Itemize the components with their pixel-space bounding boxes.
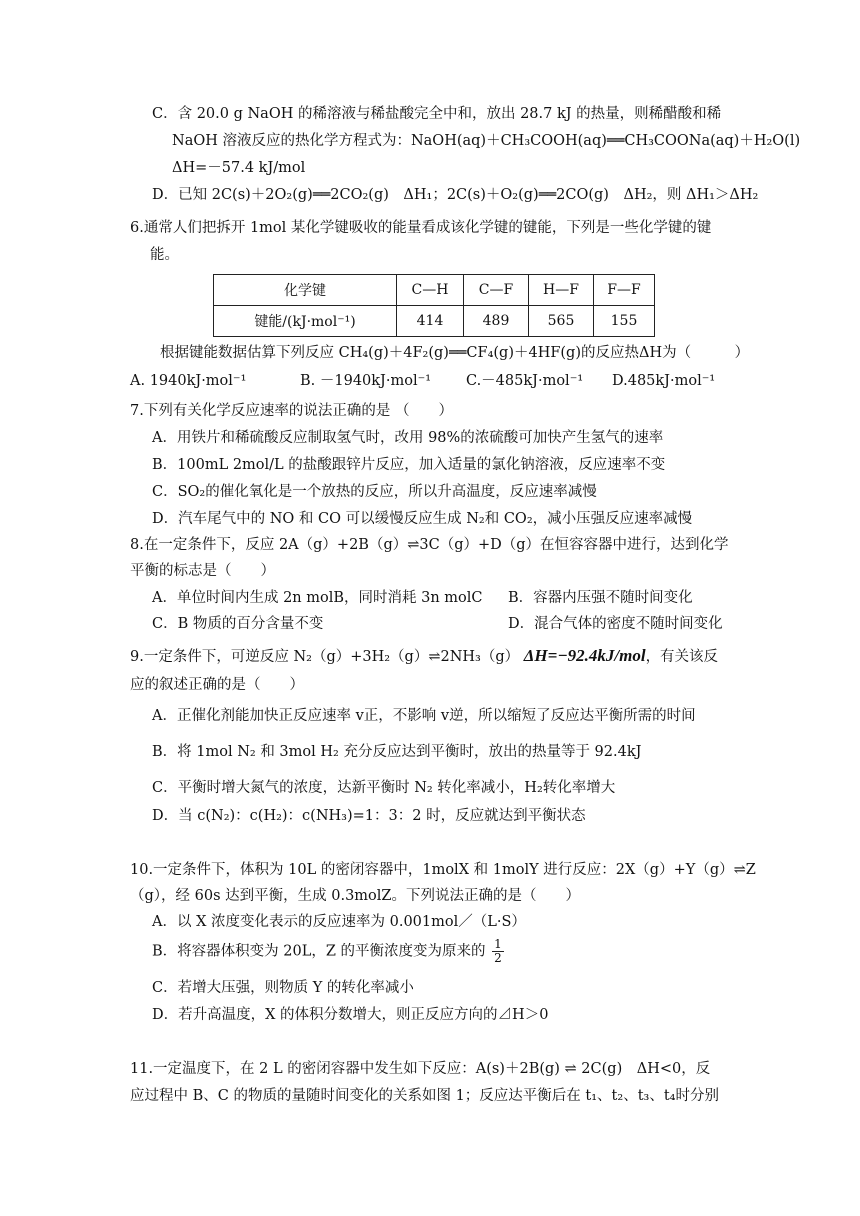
q7-stem: 7.下列有关化学反应速率的说法正确的是 （ ）	[130, 403, 453, 419]
q8-option-a: A．单位时间内生成 2n molB，同时消耗 3n molC	[152, 590, 483, 606]
q9-stem-line1	[130, 646, 718, 667]
table-cell: 565	[529, 306, 594, 337]
q8-stem-line1: 8.在一定条件下，反应 2A（g）+2B（g）⇌3C（g）+D（g）在恒容容器中进行，达到化学	[130, 537, 729, 553]
q5-option-c-line1: C．含 20.0 g NaOH 的稀溶液与稀盐酸完全中和，放出 28.7 kJ 的热量，则稀醋酸和稀	[152, 106, 722, 122]
q10-stem-line2: （g），经 60s 达到平衡，生成 0.3molZ。下列说法正确的是（ ）	[130, 888, 581, 904]
q7-option-a: A．用铁片和稀硫酸反应制取氢气时，改用 98%的浓硫酸可加快产生氢气的速率	[152, 430, 664, 446]
bond-energy-table	[213, 274, 655, 337]
q9-option-b: B．将 1mol N₂ 和 3mol H₂ 充分反应达到平衡时，放出的热量等于 92.4kJ	[152, 744, 642, 760]
table-cell: 155	[594, 306, 655, 337]
q9-option-c: C．平衡时增大氮气的浓度，达新平衡时 N₂ 转化率减小，H₂转化率增大	[152, 780, 616, 796]
fraction-denominator: 2	[494, 951, 502, 965]
table-cell: H—F	[529, 275, 594, 306]
q10-option-d: D．若升高温度，X 的体积分数增大，则正反应方向的⊿H＞0	[152, 1007, 549, 1023]
q5-option-d: D．已知 2C(s)＋2O₂(g)══2CO₂(g) ΔH₁；2C(s)＋O₂(g)══2CO(g) ΔH₂，则 ΔH₁＞ΔH₂	[152, 187, 759, 203]
q5-option-c-line2: NaOH 溶液反应的热化学方程式为：NaOH(aq)＋CH₃COOH(aq)══CH₃COONa(aq)＋H₂O(l)	[172, 133, 801, 149]
q6-stem-line2: 能。	[150, 247, 179, 263]
q8-option-c: C．B 物质的百分含量不变	[152, 616, 324, 632]
q6-option-c: C.－485kJ·mol⁻¹	[466, 373, 584, 389]
q6-stem-line1: 6.通常人们把拆开 1mol 某化学键吸收的能量看成该化学键的键能，下列是一些化学键的键	[130, 220, 712, 236]
table-cell: 489	[464, 306, 529, 337]
q9-stem-part2: ，有关该反	[645, 649, 719, 665]
q7-option-d: D．汽车尾气中的 NO 和 CO 可以缓慢反应生成 N₂和 CO₂，减小压强反应速率减慢	[152, 511, 693, 527]
table-header-row	[214, 275, 655, 306]
q9-enthalpy-expression: ΔH=−92.4kJ/mol	[523, 646, 646, 665]
q7-option-b: B．100mL 2mol/L 的盐酸跟锌片反应，加入适量的氯化钠溶液，反应速率不变	[152, 457, 666, 473]
q8-option-d: D．混合气体的密度不随时间变化	[508, 616, 723, 632]
q6-option-b: B. －1940kJ·mol⁻¹	[300, 373, 432, 389]
q7-option-c: C．SO₂的催化氧化是一个放热的反应，所以升高温度，反应速率减慢	[152, 484, 597, 500]
table-row	[214, 306, 655, 337]
q8-stem-line2: 平衡的标志是（ ）	[130, 563, 275, 579]
q6-option-d: D.485kJ·mol⁻¹	[612, 373, 716, 389]
q8-option-b: B．容器内压强不随时间变化	[508, 590, 693, 606]
q11-stem-line2: 应过程中 B、C 的物质的量随时间变化的关系如图 1；反应达平衡后在 t₁、t₂、t₃、t₄时分别	[130, 1088, 719, 1104]
q9-stem-part1: 9.一定条件下，可逆反应 N₂（g）+3H₂（g）⇌2NH₃（g）	[130, 649, 520, 665]
q10-option-b-text: B．将容器体积变为 20L，Z 的平衡浓度变为原来的	[152, 943, 486, 960]
q10-option-c: C．若增大压强，则物质 Y 的转化率减小	[152, 980, 414, 996]
q11-stem-line1: 11.一定温度下，在 2 L 的密闭容器中发生如下反应：A(s)＋2B(g) ⇌ 2C(g) ΔH<0，反	[130, 1061, 711, 1077]
q5-option-c-line3: ΔH=－57.4 kJ/mol	[172, 160, 306, 176]
table-cell: C—F	[464, 275, 529, 306]
table-cell: C—H	[397, 275, 464, 306]
q9-stem-line2: 应的叙述正确的是（ ）	[130, 677, 304, 693]
q10-option-b	[152, 938, 504, 965]
q6-option-a: A. 1940kJ·mol⁻¹	[130, 373, 247, 389]
table-cell: 键能/(kJ·mol⁻¹)	[214, 306, 397, 337]
fraction-numerator: 1	[494, 937, 502, 951]
q9-option-a: A．正催化剂能加快正反应速率 v正，不影响 v逆，所以缩短了反应达平衡所需的时间	[152, 708, 696, 724]
q10-stem-line1: 10.一定条件下，体积为 10L 的密闭容器中，1molX 和 1molY 进行反应：2X（g）+Y（g）⇌Z	[130, 862, 756, 878]
q10-option-a: A．以 X 浓度变化表示的反应速率为 0.001mol／（L·S）	[152, 914, 526, 930]
table-cell: 化学键	[214, 275, 397, 306]
table-cell: F—F	[594, 275, 655, 306]
one-half-fraction	[492, 938, 504, 965]
table-cell: 414	[397, 306, 464, 337]
q9-option-d: D．当 c(N₂)：c(H₂)：c(NH₃)=1：3：2 时，反应就达到平衡状态	[152, 808, 586, 824]
q6-question: 根据键能数据估算下列反应 CH₄(g)＋4F₂(g)══CF₄(g)＋4HF(g)的反应热ΔH为（ ）	[160, 345, 750, 361]
